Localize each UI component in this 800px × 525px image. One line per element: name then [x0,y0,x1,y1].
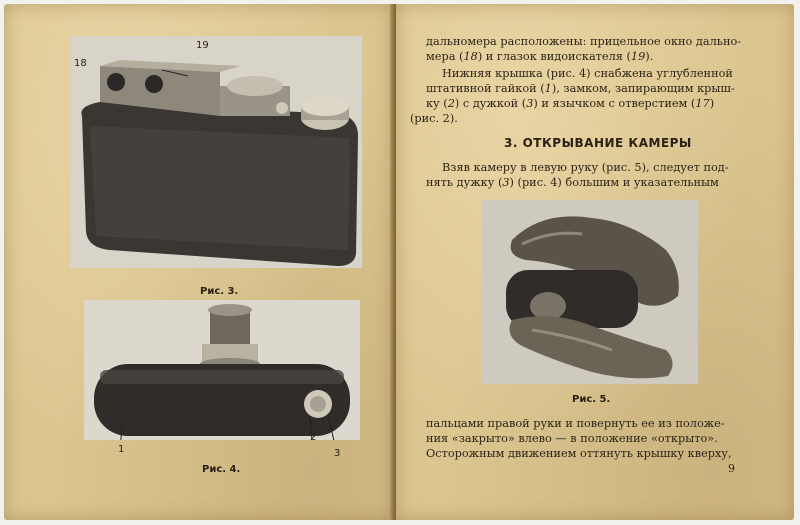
figure-4-callout-2: 2 [310,432,317,443]
figure-3-photo [70,36,362,268]
ref-number: 19 [630,50,646,63]
figure-4-caption: Рис. 4. [202,464,241,475]
ref-number: 1 [544,82,552,95]
ref-number: 3 [526,97,534,110]
section-heading: 3. ОТКРЫВАНИЕ КАМЕРЫ [504,136,692,150]
figure-5-caption: Рис. 5. [572,394,611,405]
left-page [4,4,392,520]
figure-4-photo [84,300,360,440]
hands-opening-camera-illustration [482,200,698,384]
figure-5-photo [482,200,698,384]
ref-number: 18 [463,50,478,63]
figure-4-callout-3: 3 [334,448,341,459]
page-number: 9 [728,462,735,475]
figure-4-callout-1: 1 [118,444,125,455]
figure-3-callout-18: 18 [74,58,87,69]
text-line: дальномера расположены: прицельное окно дально- [426,35,742,48]
paragraph-turn-lock: пальцами правой руки и повернуть ее из положе- ния «закрыто» влево — в положение «открыто». Осторожным движением оттянуть крышку кверху, [426,417,732,460]
figure-3-caption: Рис. 3. [200,286,239,297]
ref-number: 3 [502,176,510,189]
paragraph-opening: Взяв камеру в левую руку (рис. 5), следует под- нять дужку (3) (рис. 4) большим и указательным [426,161,729,189]
camera-bottom-illustration [84,300,360,440]
ref-number: 2 [447,97,455,110]
paragraph-rangefinder: дальномера расположены: прицельное окно дально- мера (18) и глазок видоискателя (19). [426,35,742,63]
right-page [396,4,794,520]
ref-number: 17 [695,97,710,110]
book-spread [4,4,794,520]
paragraph-bottom-cover: Нижняя крышка (рис. 4) снабжена углубленной штативной гайкой (1), замком, запирающим крыш- ку (2) с дужкой (3) и язычком с отверстием (17) (рис. 2). [410,67,735,125]
camera-back-illustration [70,36,362,268]
figure-3-callout-19: 19 [196,40,209,51]
